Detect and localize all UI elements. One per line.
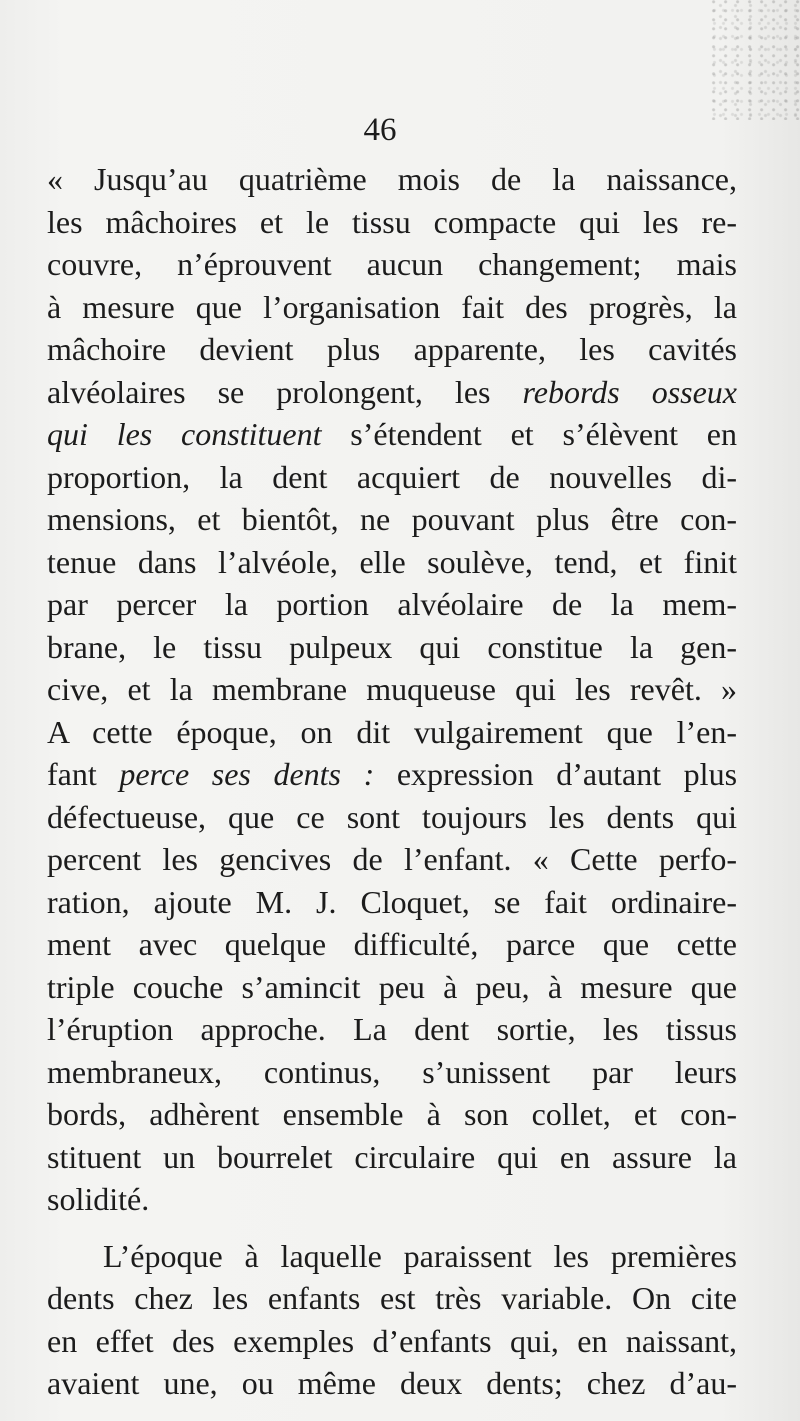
text-line: membraneux, continus, s’unissent par leurs (47, 1053, 737, 1090)
text-line: L’époque à laquelle paraissent les premières (103, 1237, 737, 1274)
text-line: « Jusqu’au quatrième mois de la naissance, (47, 161, 737, 197)
text-line: les mâchoires et le tissu compacte qui les re- (47, 203, 737, 240)
text-line: fant perce ses dents : expression d’autant plus (47, 756, 738, 792)
body-text (47, 158, 737, 1405)
text-line: solidité. (47, 1181, 150, 1217)
text-line: tenue dans l’alvéole, elle soulève, tend, et finit (47, 543, 737, 580)
text-line: A cette époque, on dit vulgairement que l’en- (47, 713, 737, 750)
text-line: qui les constituent s’étendent et s’élèvent en (47, 416, 738, 452)
italic-phrase: qui les constituent (47, 416, 322, 452)
text-line: proportion, la dent acquiert de nouvelles di- (47, 458, 737, 495)
text-line: à mesure que l’organisation fait des progrès, la (47, 288, 737, 325)
text-line: triple couche s’amincit peu à peu, à mesure que (47, 968, 737, 1005)
text-line: stituent un bourrelet circulaire qui en assure la (47, 1138, 737, 1175)
text-line: ment avec quelque difficulté, parce que cette (47, 926, 737, 962)
text-line: avaient une, ou même deux dents; chez d’au- (47, 1365, 737, 1401)
text-line: l’éruption approche. La dent sortie, les tissus (47, 1011, 737, 1047)
page-number: 46 (363, 112, 397, 148)
italic-phrase: rebords osseux (522, 373, 738, 410)
text-line: bords, adhèrent ensemble à son collet, et con- (47, 1096, 737, 1132)
text-line: alvéolaires se prolongent, les rebords osseux (47, 373, 738, 410)
text-line: brane, le tissu pulpeux qui constitue la gen- (47, 628, 737, 665)
text-line: mâchoire devient plus apparente, les cavités (47, 331, 737, 367)
text-line: cive, et la membrane muqueuse qui les revêt. » (47, 671, 737, 707)
text-line: mensions, et bientôt, ne pouvant plus être con- (47, 501, 737, 537)
text-line: en effet des exemples d’enfants qui, en naissant, (47, 1322, 737, 1359)
text-line: défectueuse, que ce sont toujours les dents qui (47, 798, 737, 835)
text-line: ration, ajoute M. J. Cloquet, se fait ordinaire- (47, 883, 737, 920)
text-line: par percer la portion alvéolaire de la mem- (47, 586, 737, 622)
text-line: couvre, n’éprouvent aucun changement; mais (47, 246, 737, 282)
text-line: dents chez les enfants est très variable. On cite (47, 1280, 737, 1316)
italic-phrase: perce ses dents : (119, 756, 375, 792)
text-line: percent les gencives de l’enfant. « Cette perfo- (47, 841, 737, 877)
